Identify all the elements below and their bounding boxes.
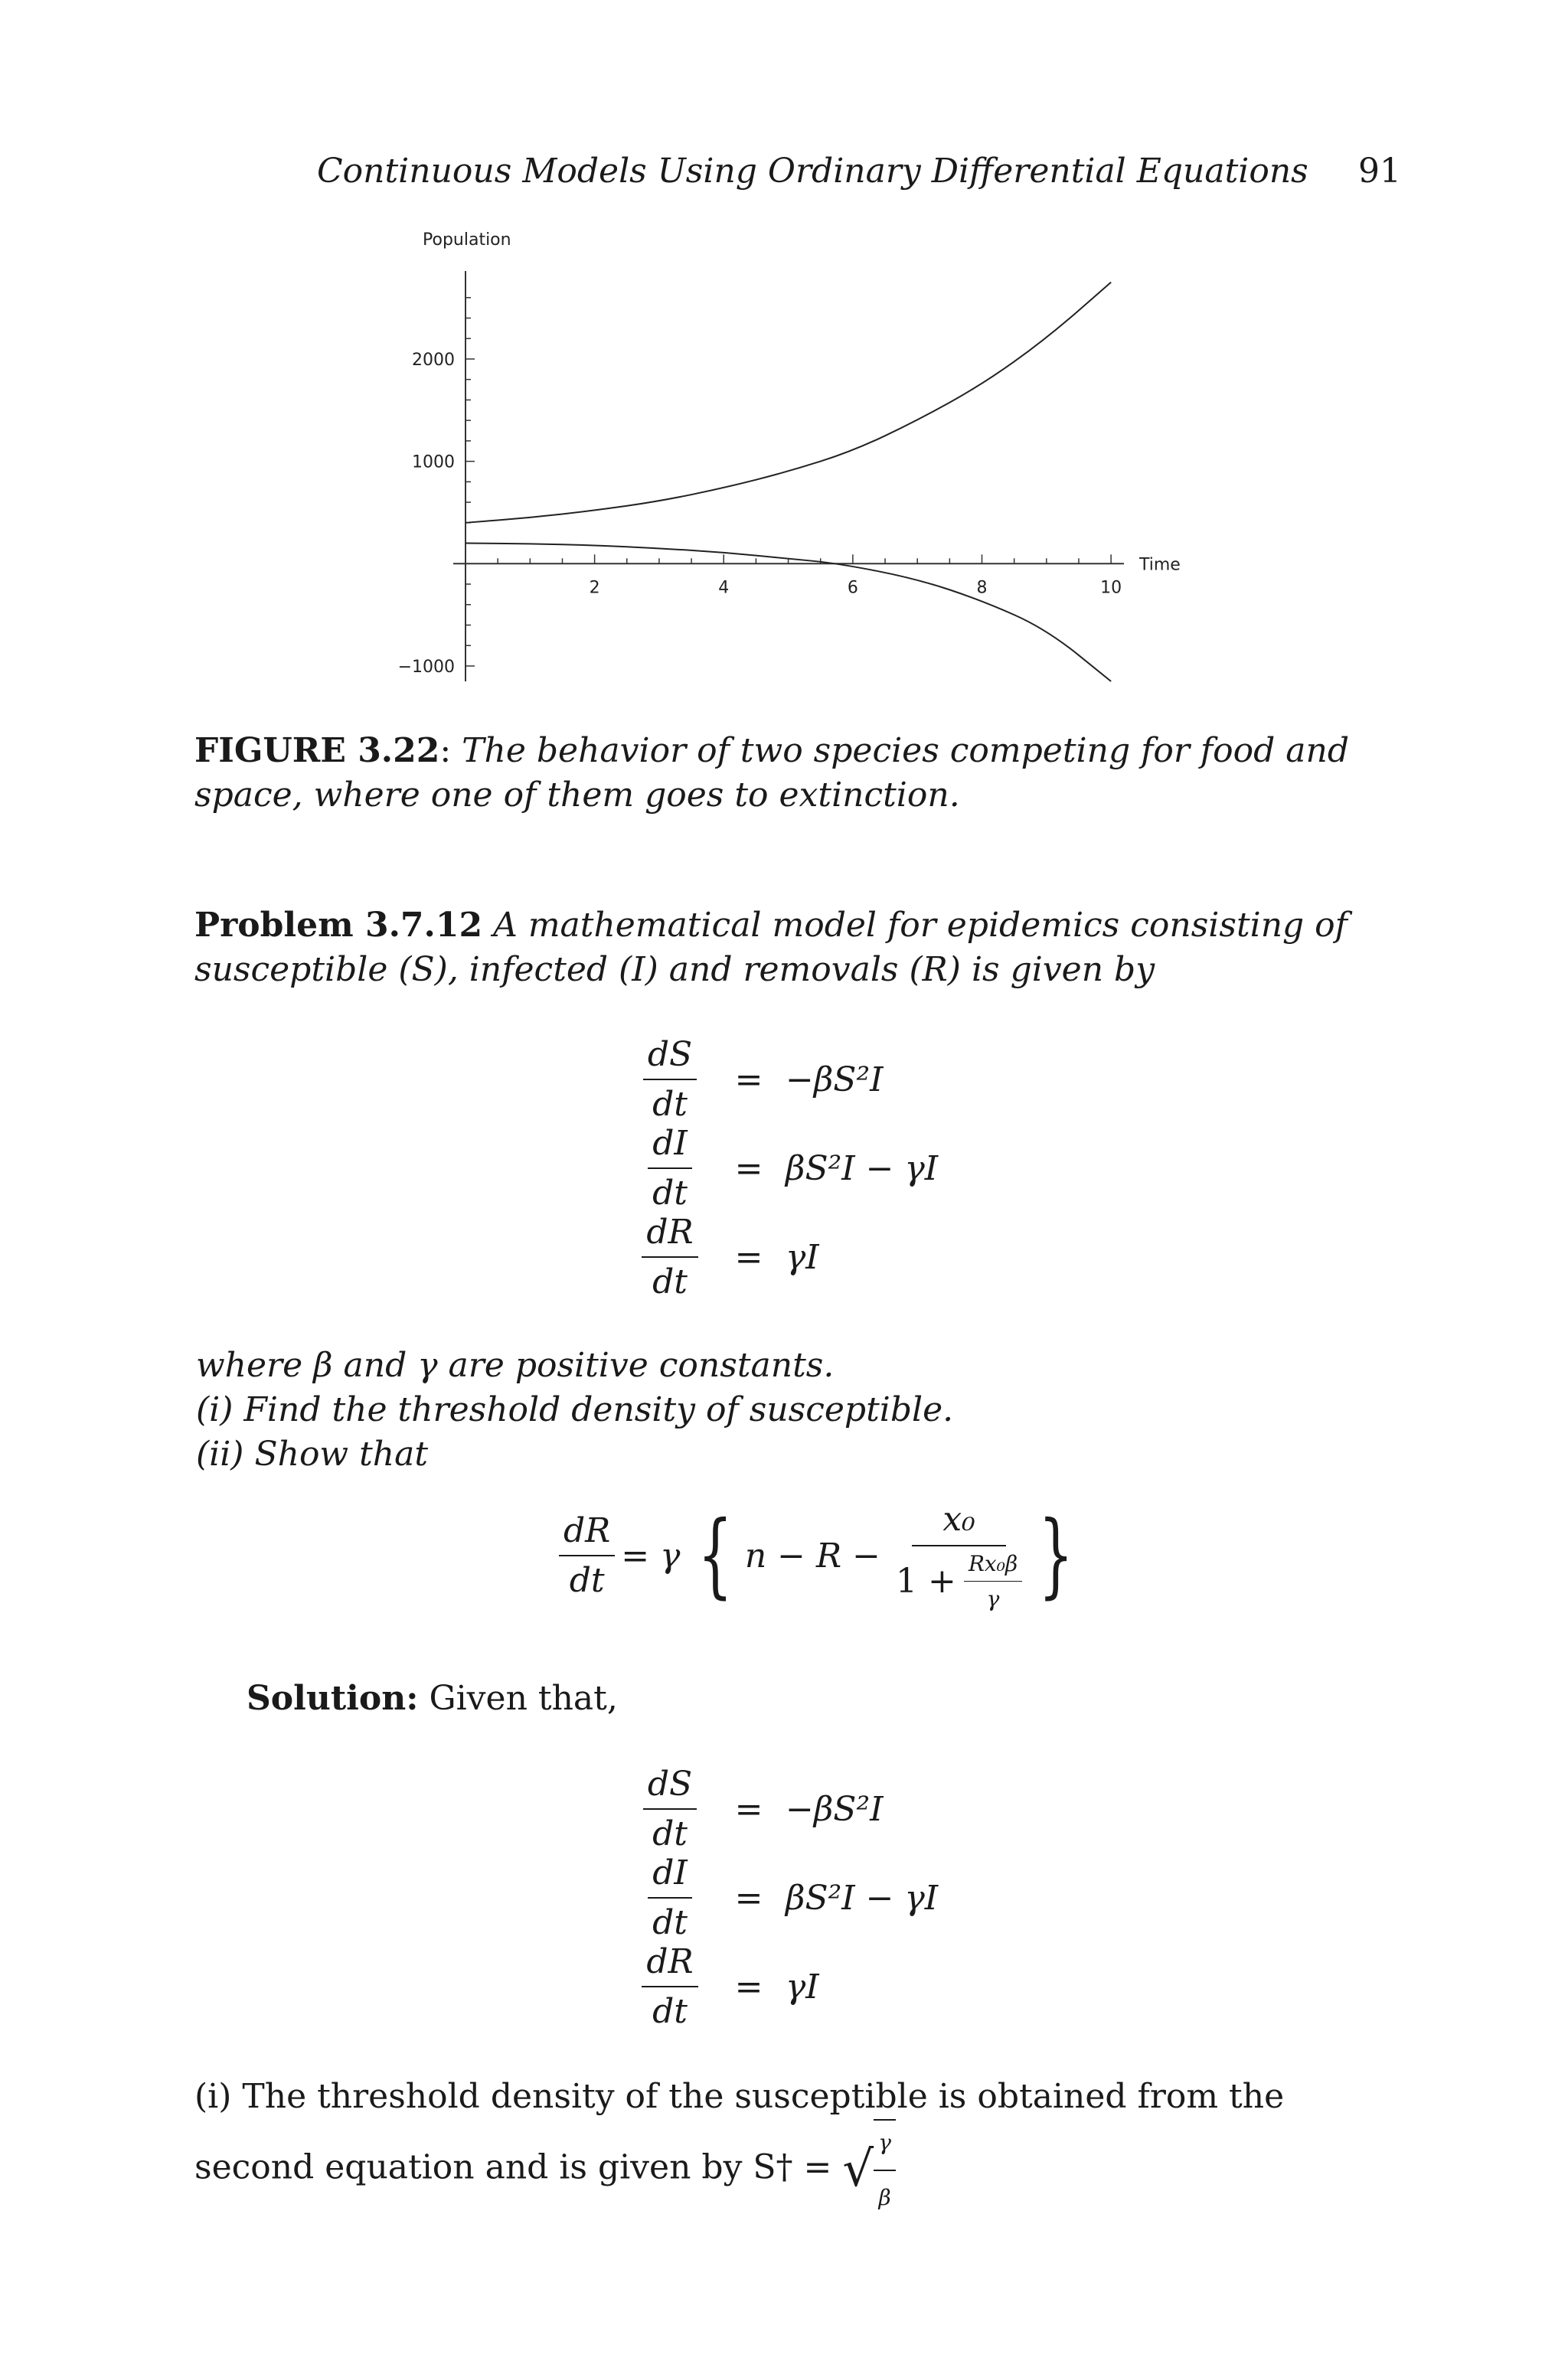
show-eq-gamma: = γ [621,1536,681,1576]
show-eq-den-prefix: 1 + [895,1562,956,1601]
show-eq-small-num: Rx₀β [964,1551,1022,1582]
problem-label: Problem 3.7.12 [194,906,483,945]
eq-den: dt [652,1814,688,1853]
eq-den: dt [652,1992,688,2031]
problem-statement [194,903,1396,992]
figure-caption: FIGURE 3.22: The behavior of two species competing for food and space, where one of them goes to extinction. [194,731,1350,815]
x-axis-label: Time [1139,555,1181,575]
y-tick-label: 2000 [412,350,455,370]
show-eq-num: dR [559,1511,615,1556]
eq-rhs: γI [786,1237,819,1277]
conditions-block [196,1344,1390,1477]
show-eq-inner: n − R − [744,1536,880,1576]
series-line-1 [466,282,1111,523]
sqrt-icon: √ [842,2141,874,2198]
y-tick-label: 1000 [412,452,455,472]
eq-num: dS [643,1765,697,1810]
equation-system-2 [628,1765,938,2031]
x-tick-label: 6 [847,578,858,598]
y-axis-label: Population [423,230,511,250]
eq-den: dt [652,1262,688,1301]
show-eq-frac-num: x₀ [912,1500,1005,1546]
y-tick-label: −1000 [397,657,455,677]
eq-num: dR [642,1213,697,1258]
show-that-equation [559,1494,1086,1617]
eq-num: dR [642,1942,697,1987]
x-tick-label: 8 [976,578,988,598]
x-tick-label: 4 [718,578,730,598]
equation-row: $\frac{dS}{dt}$ = −βS²I [628,1035,938,1124]
figure-caption-text: The behavior of two species competing for food and space, where one of them goes to extinction. [194,731,1350,815]
right-brace: } [1038,1502,1074,1608]
final-text: (i) The threshold density of the susceptible is obtained from the second equation and is given by S† = [194,2077,1285,2187]
figure-label: FIGURE 3.22 [194,731,440,770]
show-eq-small-den: γ [986,1586,1000,1612]
equation-row: $\frac{dR}{dt}$ = γI [628,1942,938,2031]
population-chart [383,222,1194,697]
eq-num: dS [643,1035,697,1080]
eq-rhs: −βS²I [786,1060,884,1099]
left-brace: { [697,1502,733,1608]
condition-line: where β and γ are positive constants. [196,1346,835,1385]
eq-rhs: βS²I − γI [786,1148,939,1188]
eq-rhs: γI [786,1967,819,2007]
eq-den: dt [652,1903,688,1942]
page-number: 91 [1358,152,1401,191]
sqrt-den: β [878,2185,891,2210]
eq-rhs: −βS²I [786,1789,884,1829]
solution-text: Given that, [429,1679,618,1718]
eq-den: dt [652,1174,688,1213]
equation-row: $\frac{dS}{dt}$ = −βS²I [628,1765,938,1853]
eq-num: dI [648,1124,692,1169]
condition-line: (ii) Show that [196,1435,429,1474]
condition-line: (i) Find the threshold density of susceptible. [196,1390,954,1429]
equation-system-1 [628,1035,938,1301]
final-paragraph [194,2075,1396,2220]
problem-text: A mathematical model for epidemics consisting of susceptible (S), infected (I) and removals (R) is given by [194,906,1348,989]
solution-label: Solution: [247,1679,419,1718]
running-title: Continuous Models Using Ordinary Differential Equations [317,152,1308,191]
eq-rhs: βS²I − γI [786,1878,939,1918]
x-tick-label: 2 [589,578,600,598]
equation-row: $\frac{dR}{dt}$ = γI [628,1213,938,1301]
x-tick-label: 10 [1100,578,1122,598]
solution-line [247,1677,618,1721]
sqrt-expression [842,2119,896,2220]
sqrt-num: γ [874,2121,896,2171]
equation-row: $\frac{dI}{dt}$ = βS²I − γI [628,1853,938,1942]
show-eq-den: dt [569,1561,605,1600]
equation-row: $\frac{dI}{dt}$ = βS²I − γI [628,1124,938,1213]
eq-num: dI [648,1853,692,1899]
eq-den: dt [652,1085,688,1124]
